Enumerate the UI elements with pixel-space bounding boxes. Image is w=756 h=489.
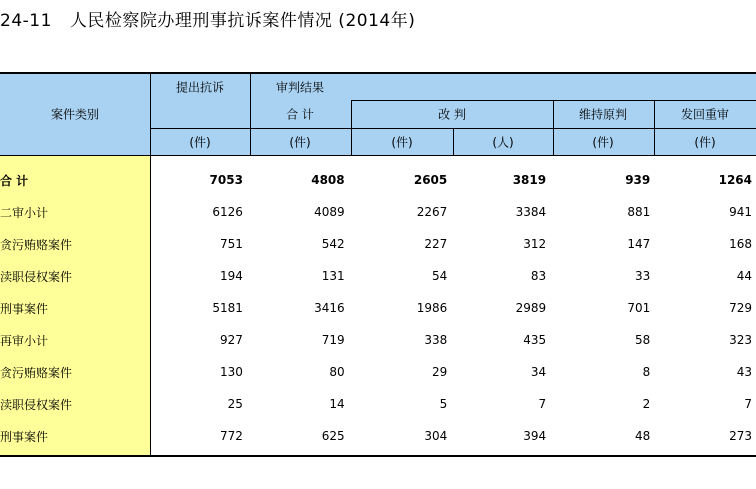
table-cell: 25 — [227, 397, 243, 411]
col-divider-5 — [553, 100, 554, 156]
table-cell: 1986 — [416, 301, 448, 315]
table-cell: 131 — [321, 269, 345, 283]
table-cell: 5 — [439, 397, 448, 411]
header-total: 合 计 — [286, 107, 314, 122]
table-cell: 939 — [625, 173, 651, 187]
table-cell: 881 — [627, 205, 651, 219]
table-row — [0, 420, 756, 452]
table-row — [0, 324, 756, 356]
row-label: 渎职侵权案件 — [0, 269, 73, 284]
table-cell: 6126 — [212, 205, 243, 219]
table-title: 人民检察院办理刑事抗诉案件情况 (2014年) — [69, 11, 416, 31]
table-cell: 435 — [523, 333, 547, 347]
row-label: 刑事案件 — [0, 301, 49, 316]
table-top-border — [0, 72, 756, 74]
table-cell: 7 — [538, 397, 547, 411]
row-label: 渎职侵权案件 — [0, 397, 73, 412]
table-cell: 941 — [729, 205, 752, 219]
table-row — [0, 356, 756, 388]
row-label: 刑事案件 — [0, 429, 49, 444]
table-cell: 323 — [729, 333, 752, 347]
table-cell: 751 — [220, 237, 243, 251]
table-cell: 8 — [642, 365, 651, 379]
header-trial-result: 审判结果 — [276, 80, 325, 95]
table-cell: 2267 — [416, 205, 448, 219]
table-cell: 194 — [220, 269, 243, 283]
table-cell: 147 — [627, 237, 651, 251]
table-cell: 58 — [634, 333, 651, 347]
unit-changed-cases: (件) — [391, 135, 413, 150]
header-changed: 改 判 — [438, 107, 466, 122]
table-row — [0, 196, 756, 228]
table-cell: 1264 — [718, 173, 752, 187]
table-cell: 729 — [729, 301, 752, 315]
table-cell: 5181 — [212, 301, 243, 315]
table-cell: 33 — [634, 269, 651, 283]
header-protest: 提出抗诉 — [175, 80, 225, 95]
table-cell: 168 — [729, 237, 752, 251]
table-cell: 83 — [530, 269, 547, 283]
table-row — [0, 164, 756, 196]
unit-remanded: (件) — [694, 135, 716, 150]
table-cell: 772 — [220, 429, 243, 443]
unit-total: (件) — [289, 135, 311, 150]
table-cell: 304 — [424, 429, 448, 443]
unit-upheld: (件) — [592, 135, 614, 150]
table-cell: 14 — [329, 397, 345, 411]
table-row — [0, 260, 756, 292]
row-label: 再审小计 — [0, 333, 49, 348]
table-cell: 312 — [523, 237, 547, 251]
table-cell: 7 — [744, 397, 752, 411]
table-row — [0, 292, 756, 324]
table-bottom-border — [0, 455, 756, 457]
table-cell: 227 — [424, 237, 448, 251]
col-divider-6 — [654, 100, 655, 156]
table-cell: 719 — [321, 333, 345, 347]
table-cell: 3416 — [314, 301, 345, 315]
col-divider-4 — [453, 128, 454, 156]
table-cell: 927 — [220, 333, 243, 347]
page-title — [0, 6, 415, 31]
unit-changed-persons: (人) — [492, 135, 514, 150]
table-cell: 44 — [736, 269, 752, 283]
header-category: 案件类别 — [50, 107, 100, 122]
row-label: 二审小计 — [0, 205, 49, 220]
table-cell: 43 — [736, 365, 752, 379]
table-cell: 542 — [321, 237, 345, 251]
header-upheld: 维持原判 — [578, 107, 628, 122]
statistics-table — [0, 72, 756, 456]
table-cell: 130 — [220, 365, 243, 379]
table-cell: 701 — [627, 301, 651, 315]
table-number: 24-11 — [0, 11, 52, 31]
table-cell: 2605 — [413, 173, 448, 187]
table-cell: 34 — [530, 365, 547, 379]
table-cell: 7053 — [209, 173, 243, 187]
table-cell: 54 — [431, 269, 448, 283]
row-label: 贪污贿赂案件 — [0, 237, 73, 252]
table-cell: 625 — [321, 429, 345, 443]
table-cell: 4089 — [314, 205, 345, 219]
table-header-background — [0, 72, 756, 156]
table-cell: 2 — [642, 397, 651, 411]
table-cell: 3384 — [515, 205, 547, 219]
table-cell: 3819 — [512, 173, 547, 187]
table-cell: 273 — [729, 429, 752, 443]
row-label: 贪污贿赂案件 — [0, 365, 73, 380]
col-divider-2 — [250, 72, 251, 156]
col-divider-3 — [351, 100, 352, 156]
table-cell: 338 — [424, 333, 448, 347]
header-bottom-border — [0, 155, 756, 156]
row-label: 合 计 — [0, 173, 29, 188]
table-cell: 2989 — [515, 301, 547, 315]
table-cell: 4808 — [311, 173, 345, 187]
table-row — [0, 228, 756, 260]
table-cell: 80 — [329, 365, 345, 379]
unit-protest: (件) — [189, 135, 211, 150]
table-row — [0, 388, 756, 420]
table-cell: 29 — [431, 365, 448, 379]
table-cell: 48 — [634, 429, 651, 443]
header-remanded: 发回重审 — [680, 107, 730, 122]
table-cell: 394 — [523, 429, 547, 443]
table-body — [0, 164, 756, 452]
